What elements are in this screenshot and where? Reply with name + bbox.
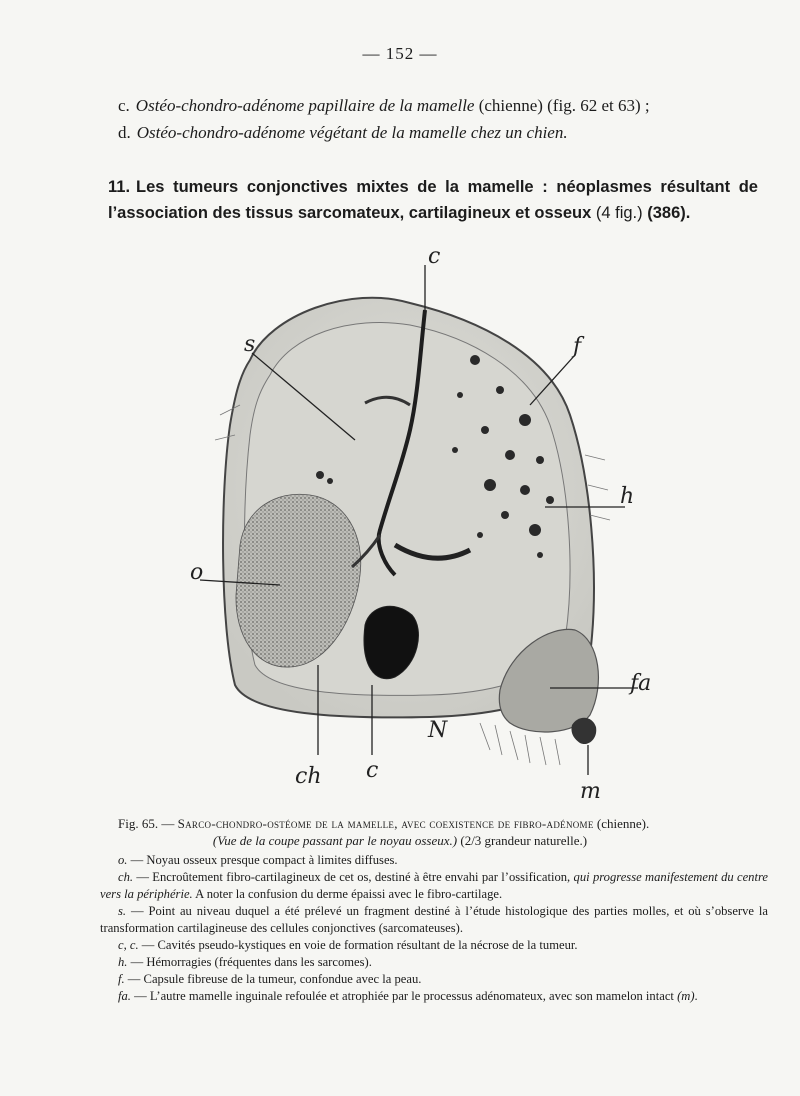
nipple [571, 718, 596, 744]
label-s: s [244, 332, 256, 357]
legend-text: — Cavités pseudo-kystiques en voie de formation résultant de la nécrose de la tumeur. [138, 938, 578, 952]
legend-item-s [100, 903, 768, 937]
legend-item-o [100, 852, 768, 869]
tumor-illustration [180, 245, 660, 805]
figure-caption [118, 815, 758, 833]
list-item-title: Ostéo-chondro-adénome papillaire de la mamelle [135, 96, 475, 115]
legend-item-h [100, 954, 768, 971]
legend-text: — Encroûtement fibro-cartilagineux de cet os, destiné à être envahi par l’ossification, [133, 870, 574, 884]
legend-text: — Point au niveau duquel a été prélevé un fragment destiné à l’étude histologique des parties molles, et où s’observe la transformation cartilagineuse des cellules conjonctives (sarcomateuses). [100, 904, 768, 935]
legend-key: h. [118, 955, 128, 969]
legend-item-ch [100, 869, 768, 903]
list-item-d [118, 119, 758, 146]
list-item-rest: (chienne) (fig. 62 et 63) ; [474, 96, 650, 115]
legend-key: o. [118, 853, 128, 867]
list-item-c [118, 92, 758, 119]
label-f: f [573, 334, 582, 359]
label-m: m [580, 779, 601, 804]
label-fa: fa [630, 671, 652, 696]
figure-caption-sub [0, 833, 800, 849]
label-c-top: c [428, 245, 441, 269]
label-c-bottom: c [366, 758, 379, 783]
legend-text: — Hémorragies (fréquentes dans les sarcomes). [127, 955, 372, 969]
label-ch: ch [295, 764, 322, 789]
list-item-title: Ostéo-chondro-adénome végétant de la mamelle chez un chien. [136, 123, 568, 142]
section-heading [108, 174, 758, 226]
legend-italic: (m) [677, 989, 695, 1003]
legend-text: — L’autre mamelle inguinale refoulée et atrophiée par le processus adénomateux, avec son mamelon intact [130, 989, 678, 1003]
section-number: 11. [108, 178, 131, 196]
legend-text: — Noyau osseux presque compact à limites diffuses. [127, 853, 398, 867]
legend-item-c [100, 937, 768, 954]
legend-italic: qui progresse manifestement du centre vers la périphérie. [100, 870, 769, 901]
legend-text: — Capsule fibreuse de la tumeur, confondue avec la peau. [124, 972, 422, 986]
caption-prefix: Fig. 65. — [118, 816, 178, 831]
legend-key: fa. [118, 989, 131, 1003]
legend-key: f. [118, 972, 125, 986]
caption-suffix: (chienne). [593, 816, 650, 831]
legend-text: A noter la confusion du derme épaissi avec le fibro-cartilage. [192, 887, 503, 901]
page-number: — 152 — [362, 44, 438, 63]
caption-title: Sarco-chondro-ostéome de la mamelle, avec coexistence de fibro-adénome [177, 816, 594, 831]
legend-item-f [100, 971, 768, 988]
legend-item-fa [100, 988, 768, 1005]
legend-key: ch. [118, 870, 134, 884]
section-ref: (386). [642, 204, 691, 222]
section-fig-ref: (4 fig.) [595, 204, 643, 222]
item-list [118, 92, 758, 146]
figure-legend [100, 852, 768, 1005]
caption-scale: (2/3 grandeur naturelle.) [457, 833, 588, 848]
list-item-label: d. [118, 123, 131, 142]
legend-key: c, c. [118, 938, 139, 952]
legend-key: s. [118, 904, 127, 918]
section-text: Les tumeurs conjonctives mixtes de la mamelle : néoplasmes résultant de l’association des tissus sarcomateux, cartilagineux et osseux [108, 178, 758, 222]
tumor-drawing [180, 245, 660, 805]
label-h: h [620, 484, 635, 509]
label-n: N [428, 718, 448, 743]
legend-text: . [694, 989, 698, 1003]
label-o: o [190, 560, 204, 585]
list-item-label: c. [118, 96, 130, 115]
caption-view: (Vue de la coupe passant par le noyau osseux.) [212, 833, 458, 848]
